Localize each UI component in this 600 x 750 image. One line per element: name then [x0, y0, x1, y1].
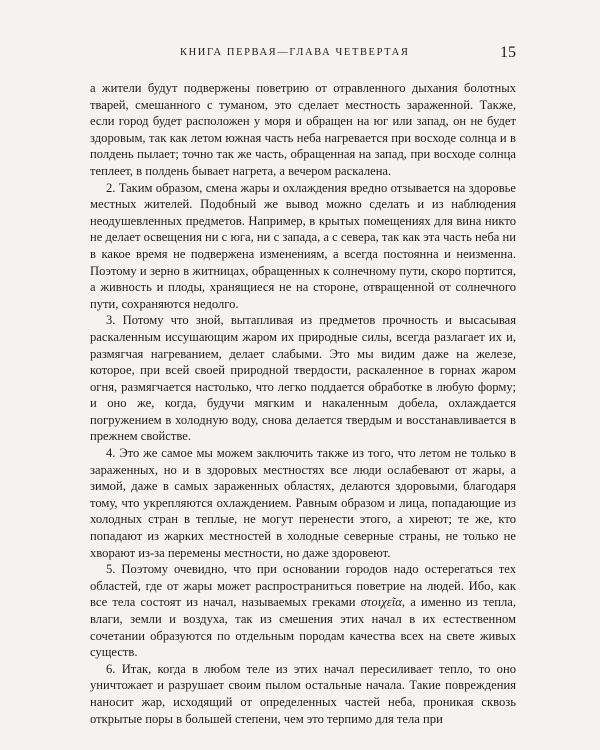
page-number: 15: [500, 44, 516, 61]
paragraph-6: 6. Итак, когда в любом теле из этих начал пересиливает тепло, то оно уничтожает и разрушает своим пылом остальные начала. Такие повреждения наносит жар, исходящий от определенных частей неба, проникая сквозь открытые поры в большей степени, чем это терпимо для тела при: [90, 661, 516, 726]
paragraph-5: [90, 561, 516, 661]
paragraph-2: 2. Таким образом, смена жары и охлаждения вредно отзывается на здоровье местных жителей. Подобный же вывод можно сделать и из наблюдения неодушевленных предметов. Например, в крытых помещениях для вина никто не делает освещения ни с юга, ни с запада, а с севера, так как эта часть неба ни в какое время не подвержена изменениям, а всегда постоянна и неизменна. Поэтому и зерно в житницах, обращенных к солнечному пути, скоро портится, а живность и плоды, хранящиеся не на стороне, отвращенной от солнечного пути, сохраняются недолго.: [90, 180, 516, 311]
paragraph-5-part-1: 5. Поэтому очевидно, что при основании городов надо остерегаться тех областей, где от жары может распространиться поветрие на людей. Ибо, как все тела состоят из начал, называемых греками: [90, 562, 516, 610]
page-header: [90, 44, 516, 66]
paragraph-continuation: а жители будут подвержены поветрию от отравленного дыхания болотных тварей, смешанного с туманом, это сделает местность зараженной. Также, если город будет расположен у моря и обращен на юг или запад, он не будет здоровым, так как летом южная часть неба нагревается при восходе солнца и в полдень пылает; точно так же часть, обращенная на запад, при восходе солнца теплеет, в полдень бывает нагрета, а вечером раскалена.: [90, 81, 516, 178]
paragraph-4: 4. Это же самое мы можем заключить также из того, что летом не только в зараженных, но и в здоровых местностях все люди ослабевают от жары, а зимой, даже в самых зараженных областях, делаются здоровыми, благодаря тому, что укрепляются охлаждением. Равным образом и лица, попадающие из холодных стран в теплые, не могут перенести этого, а хиреют; те же, кто попадают из жарких местностей в холодные северные страны, не только не хворают из-за перемены местности, но даже здоровеют.: [90, 446, 516, 560]
paragraph-5-part-2: , а именно из тепла, влаги, земли и воздуха, так из смешения этих начал в их естественном сочетании образуются по отдельным породам качества всех на свете живых существ.: [90, 595, 516, 660]
greek-term: στοιχεῖα: [360, 595, 402, 610]
body-text: [90, 80, 516, 727]
running-head: КНИГА ПЕРВАЯ—ГЛАВА ЧЕТВЕРТАЯ: [180, 47, 410, 58]
paragraph-3: 3. Потому что зной, вытапливая из предметов прочность и высасывая раскаленным иссушающим жаром их природные силы, всегда разлагает их и, размягчая нагреванием, делает слабыми. Это мы видим даже на железе, которое, при всей своей природной твердости, раскаленное в горнах жаром огня, размягчается настолько, что легко поддается обработке в любую форму; и оно же, когда, будучи мягким и накаленным добела, охлаждается погружением в холодную воду, снова делается твердым и восстанавливается в прежнем свойстве.: [90, 313, 516, 444]
